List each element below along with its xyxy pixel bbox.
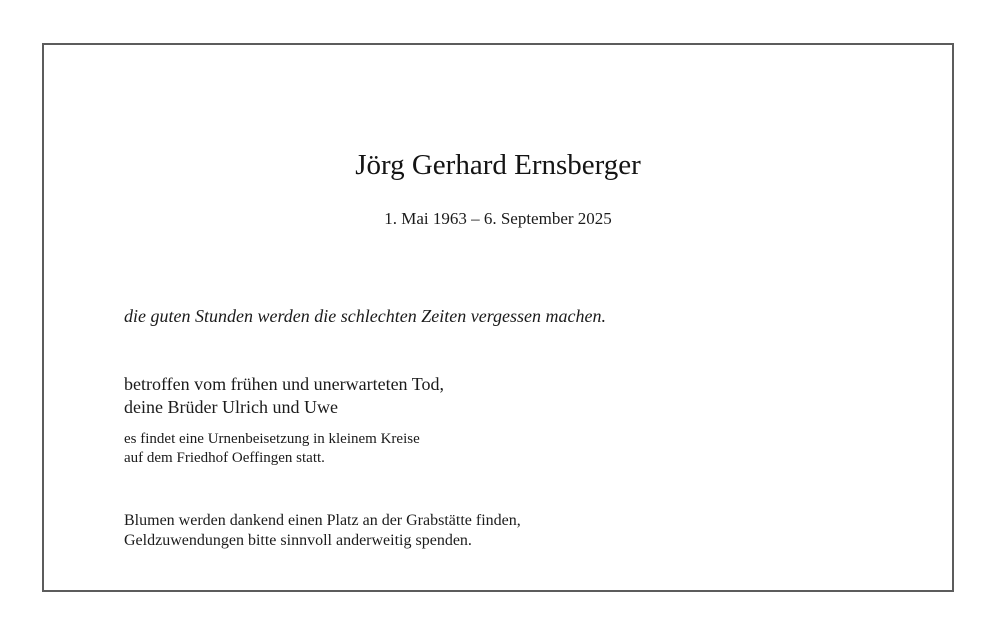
mourners-line-1: betroffen vom frühen und unerwarteten Tod, <box>124 374 444 394</box>
deceased-name: Jörg Gerhard Ernsberger <box>355 149 641 181</box>
ceremony-block <box>124 430 420 468</box>
donations-line-2: Geldzuwendungen bitte sinnvoll anderweitig spenden. <box>124 531 472 549</box>
ceremony-line-2: auf dem Friedhof Oeffingen statt. <box>124 450 325 466</box>
ceremony-line-1: es findet eine Urnenbeisetzung in kleinem Kreise <box>124 431 420 447</box>
donations-line-1: Blumen werden dankend einen Platz an der Grabstätte finden, <box>124 512 521 529</box>
mourners-line-2: deine Brüder Ulrich und Uwe <box>124 397 338 417</box>
life-dates: 1. Mai 1963 – 6. September 2025 <box>384 209 612 228</box>
donations-block <box>124 511 521 550</box>
epitaph-quote: die guten Stunden werden die schlechten Zeiten vergessen machen. <box>124 306 607 326</box>
notice-frame <box>42 43 954 592</box>
mourners-block <box>124 373 444 419</box>
